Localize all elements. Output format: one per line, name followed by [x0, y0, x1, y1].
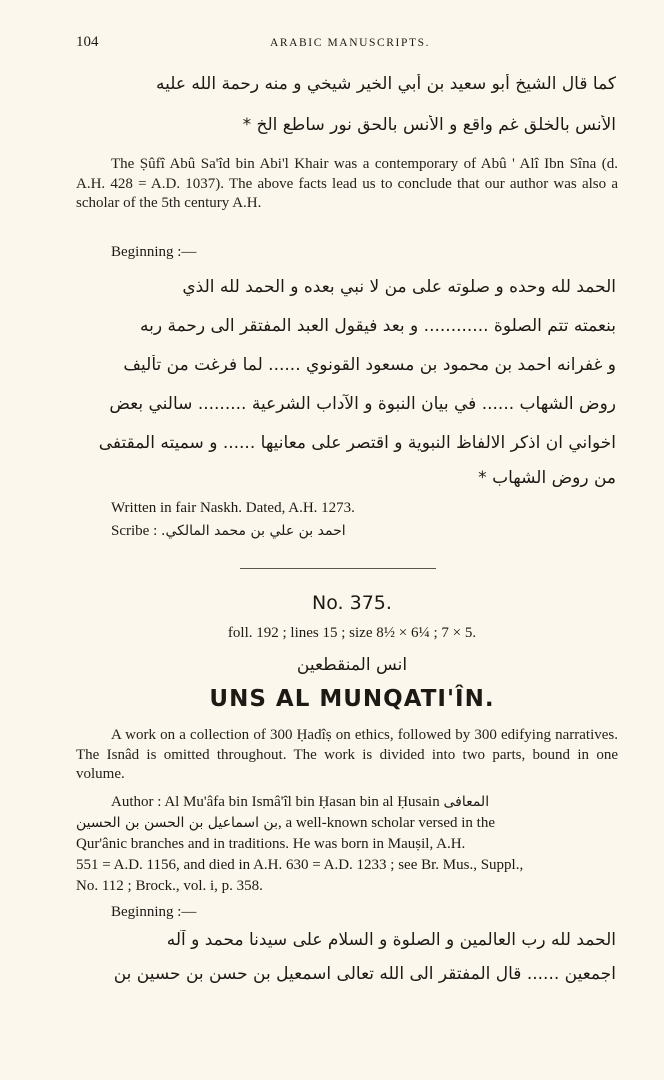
intro-arabic-line-2: الأنس بالخلق غم واقع و الأنس بالحق نور ساطع الخ *	[242, 115, 616, 135]
page-number: 104	[76, 34, 99, 50]
intro-arabic-line-1: كما قال الشيخ أبو سعيد بن أبي الخير شيخي و منه رحمة الله عليه	[156, 74, 616, 94]
folio-info: foll. 192 ; lines 15 ; size 8½ × 6¼ ; 7 × 5.	[227, 625, 477, 641]
author-line-5: No. 112 ; Brock., vol. i, p. 358.	[76, 878, 263, 894]
author-line-3: Qur'ânic branches and in traditions. He was born in Mauṣil, A.H.	[76, 836, 466, 852]
running-title: ARABIC MANUSCRIPTS.	[269, 37, 431, 49]
scribe-line	[111, 523, 346, 540]
beginning-arabic-line-5: اخواني ان اذكر الالفاظ النبوية و اقتصر على معانيها ...... و سميته المقتفى	[98, 433, 616, 453]
author-name-arabic-2: بن اسماعيل بن الحسن بن الحسين	[76, 815, 278, 831]
note-paragraph: The Ṣûfî Abû Sa'îd bin Abi'l Khair was a contemporary of Abû ' Alî Ibn Sîna (d. A.H. 428 = A.D. 1037). The above facts lead us to conclude that our author was also a scholar of the 5th century A.H.	[76, 156, 618, 211]
beginning2-arabic-line-1: الحمد لله رب العالمين و الصلوة و السلام على سيدنا محمد و آله	[166, 930, 616, 950]
entry-title-arabic: انس المنقطعين	[296, 655, 408, 675]
running-head	[76, 34, 624, 54]
beginning-arabic-line-6: من روض الشهاب *	[478, 468, 616, 488]
written-line: Written in fair Naskh. Dated, A.H. 1273.	[111, 500, 355, 516]
author-line-4: 551 = A.D. 1156, and died in A.H. 630 = A.D. 1233 ; see Br. Mus., Suppl.,	[76, 857, 524, 873]
entry-title: UNS AL MUNQATI'ÎN.	[209, 686, 495, 712]
author-line-1-text: Author : Al Mu'âfa bin Ismâ'îl bin Ḥasan bin al Ḥusain	[111, 794, 440, 810]
beginning-arabic-line-2: بنعمته تتم الصلوة ............ و بعد فيقول العبد المفتقر الى رحمة ربه	[140, 316, 616, 336]
author-name-arabic-1: المعافى	[443, 794, 490, 810]
beginning-arabic-line-3: و غفرانه احمد بن محمود بن مسعود القونوي ...... لما فرغت من تأليف	[123, 355, 616, 375]
beginning2-arabic-line-2: اجمعين ...... قال المفتقر الى الله تعالى اسمعيل بن حسن بن حسين بن	[113, 964, 616, 984]
beginning-label-2: Beginning :—	[111, 904, 197, 920]
beginning-label-1: Beginning :—	[111, 244, 197, 260]
beginning-arabic-line-1: الحمد لله وحده و صلوته على من لا نبي بعده و الحمد لله الذي	[182, 277, 616, 297]
beginning-arabic-line-4: روض الشهاب ...... في بيان النبوة و الآداب الشرعية ......... سالني بعض	[109, 394, 616, 414]
scribe-arabic: احمد بن علي بن محمد المالكي.	[161, 523, 346, 539]
section-divider	[240, 568, 436, 569]
author-line-2	[76, 815, 495, 832]
author-line-2-text: , a well-known scholar versed in the	[277, 815, 496, 831]
author-line-1	[111, 794, 489, 811]
scribe-label: Scribe :	[111, 523, 158, 539]
description-paragraph: A work on a collection of 300 Ḥadîṣ on ethics, followed by 300 edifying narratives. The Isnâd is omitted throughout. The work is divided into two parts, bound in one volume.	[76, 727, 618, 782]
entry-number: No. 375.	[312, 592, 392, 614]
